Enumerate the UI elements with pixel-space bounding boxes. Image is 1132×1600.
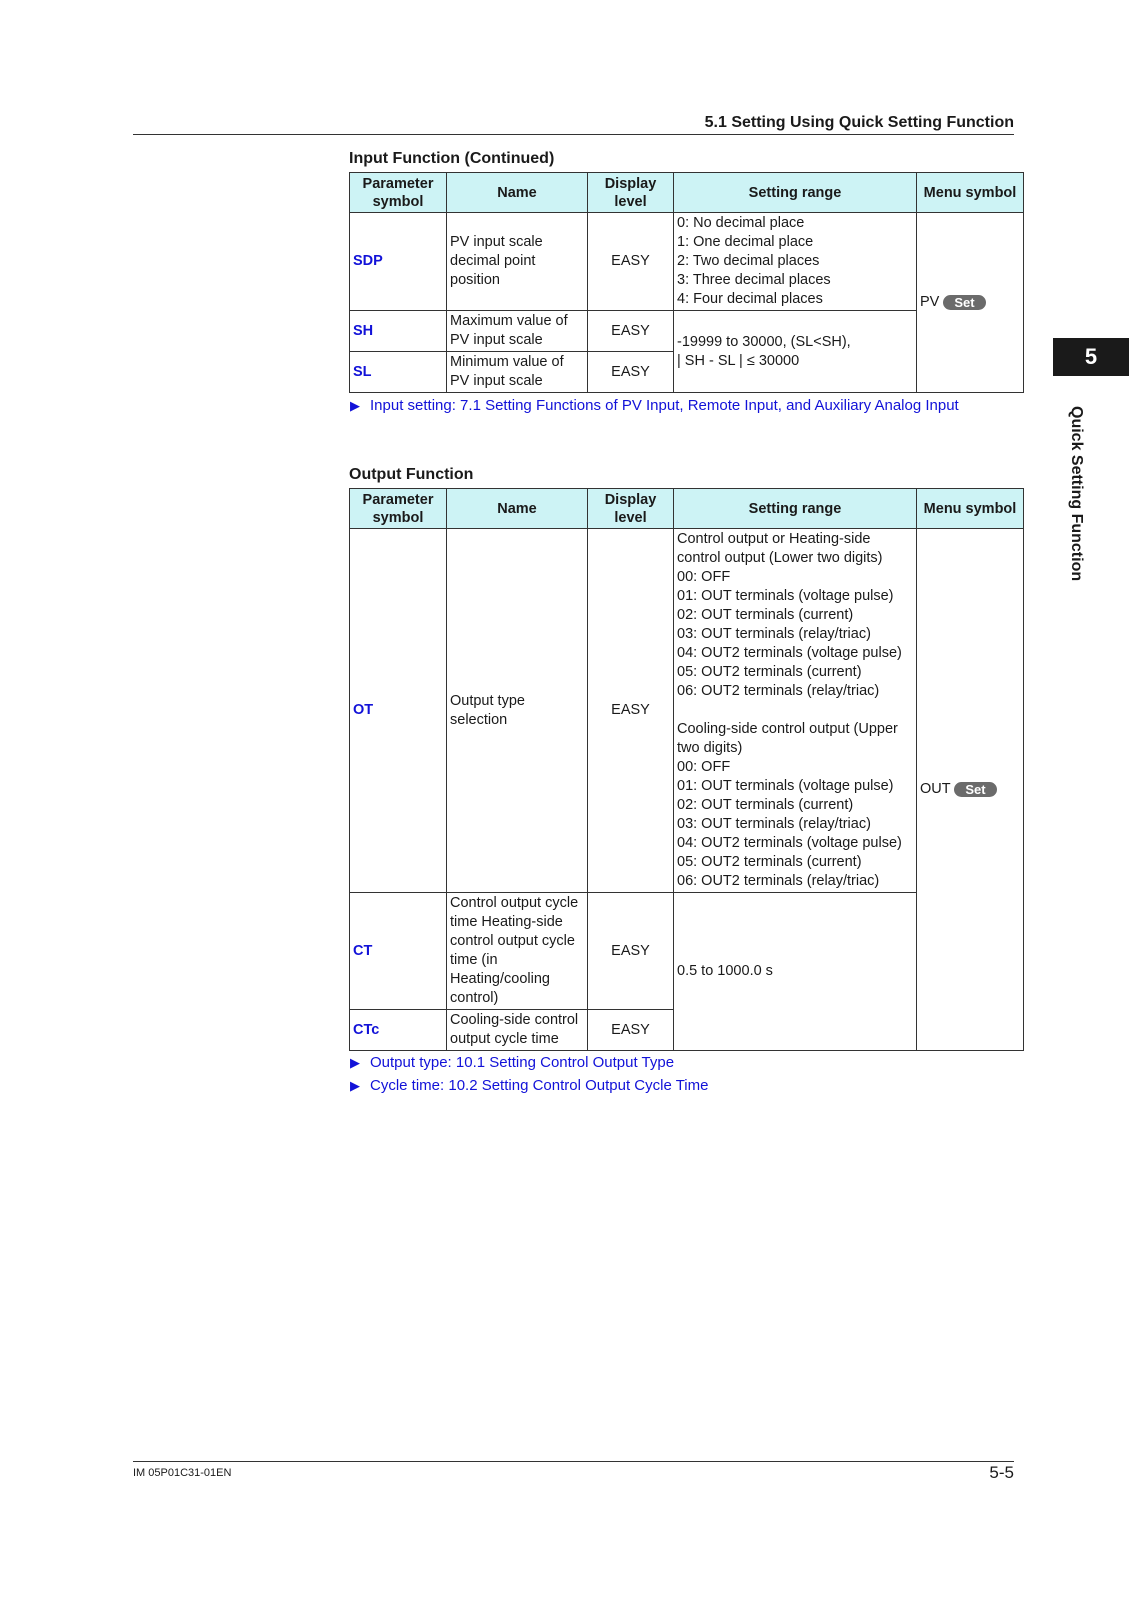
reference-link[interactable] (350, 397, 959, 414)
reference-link-text: Output type: 10.1 Setting Control Output Type (370, 1054, 675, 1071)
range-line: | SH - SL | ≤ 30000 (677, 352, 800, 369)
page-header-title: 5.1 Setting Using Quick Setting Function (704, 114, 1014, 131)
range-line: -19999 to 30000, (SL<SH), (677, 333, 851, 350)
col-header-name: Name (447, 173, 588, 213)
range-line: Cooling-side control output (Upper two digits) (677, 721, 898, 756)
range-line: 00: OFF (677, 759, 731, 775)
range-line: 1: One decimal place (677, 234, 814, 250)
range-line: 0: No decimal place (677, 215, 805, 231)
col-header-display: Display level (588, 173, 674, 213)
range-line: 3: Three decimal places (677, 272, 831, 288)
table-row (350, 213, 1024, 311)
setting-range (674, 213, 917, 311)
table-row (350, 529, 1024, 893)
range-line: 4: Four decimal places (677, 291, 823, 307)
reference-link-text: Input setting: 7.1 Setting Functions of PV Input, Remote Input, and Auxiliary Analog Input (370, 397, 959, 414)
menu-prefix: PV (920, 294, 940, 310)
param-symbol: OT (350, 529, 447, 893)
display-level: EASY (588, 352, 674, 393)
setting-range (674, 311, 917, 393)
range-line: 01: OUT terminals (voltage pulse) (677, 778, 894, 794)
range-line: 06: OUT2 terminals (relay/triac) (677, 683, 880, 699)
reference-link-text: Cycle time: 10.2 Setting Control Output Cycle Time (370, 1077, 709, 1094)
col-header-menu: Menu symbol (917, 173, 1024, 213)
display-level: EASY (588, 213, 674, 311)
param-name: Minimum value of PV input scale (447, 352, 588, 393)
output-section-title: Output Function (349, 466, 474, 483)
display-level: EASY (588, 893, 674, 1010)
col-header-range: Setting range (674, 173, 917, 213)
input-function-table (349, 172, 1024, 393)
arrow-right-icon: ▶ (350, 1055, 360, 1070)
setting-range: 0.5 to 1000.0 s (674, 893, 917, 1051)
chapter-side-title: Quick Setting Function (1068, 406, 1085, 582)
output-function-table (349, 488, 1024, 1051)
range-line: 03: OUT terminals (relay/triac) (677, 816, 871, 832)
range-line: 2: Two decimal places (677, 253, 820, 269)
range-line: 03: OUT terminals (relay/triac) (677, 626, 871, 642)
param-name: Control output cycle time Heating-side control output cycle time (in Heating/cooling control) (447, 893, 588, 1010)
param-name: Maximum value of PV input scale (447, 311, 588, 352)
col-header-param: Parameter symbol (350, 489, 447, 529)
menu-prefix: OUT (920, 781, 951, 797)
reference-link[interactable] (350, 1077, 708, 1094)
param-name: PV input scale decimal point position (447, 213, 588, 311)
range-line: 01: OUT terminals (voltage pulse) (677, 588, 894, 604)
param-name: Cooling-side control output cycle time (447, 1010, 588, 1051)
range-line: 02: OUT terminals (current) (677, 797, 854, 813)
param-symbol: SL (350, 352, 447, 393)
range-line: Control output or Heating-side control output (Lower two digits) (677, 531, 883, 566)
display-level: EASY (588, 311, 674, 352)
document-id: IM 05P01C31-01EN (133, 1467, 232, 1479)
reference-link[interactable] (350, 1054, 674, 1071)
menu-symbol (917, 529, 1024, 1051)
chapter-number-tab: 5 (1053, 338, 1129, 376)
col-header-param: Parameter symbol (350, 173, 447, 213)
param-symbol: SH (350, 311, 447, 352)
range-line: 02: OUT terminals (current) (677, 607, 854, 623)
input-section-title: Input Function (Continued) (349, 150, 555, 167)
range-line: 00: OFF (677, 569, 731, 585)
param-symbol: CTc (350, 1010, 447, 1051)
col-header-name: Name (447, 489, 588, 529)
set-key-icon: Set (943, 295, 985, 310)
range-line: 04: OUT2 terminals (voltage pulse) (677, 645, 902, 661)
range-line: 05: OUT2 terminals (current) (677, 664, 862, 680)
param-symbol: SDP (350, 213, 447, 311)
range-line: 04: OUT2 terminals (voltage pulse) (677, 835, 902, 851)
col-header-range: Setting range (674, 489, 917, 529)
header-divider (133, 134, 1014, 135)
param-symbol: CT (350, 893, 447, 1010)
page-number: 5-5 (989, 1463, 1014, 1482)
range-spacer (677, 701, 913, 720)
setting-range (674, 529, 917, 893)
col-header-display: Display level (588, 489, 674, 529)
arrow-right-icon: ▶ (350, 1078, 360, 1093)
display-level: EASY (588, 529, 674, 893)
menu-symbol (917, 213, 1024, 393)
set-key-icon: Set (954, 782, 996, 797)
arrow-right-icon: ▶ (350, 398, 360, 413)
col-header-menu: Menu symbol (917, 489, 1024, 529)
footer-divider (133, 1461, 1014, 1462)
display-level: EASY (588, 1010, 674, 1051)
param-name: Output type selection (447, 529, 588, 893)
range-line: 05: OUT2 terminals (current) (677, 854, 862, 870)
range-line: 06: OUT2 terminals (relay/triac) (677, 873, 880, 889)
